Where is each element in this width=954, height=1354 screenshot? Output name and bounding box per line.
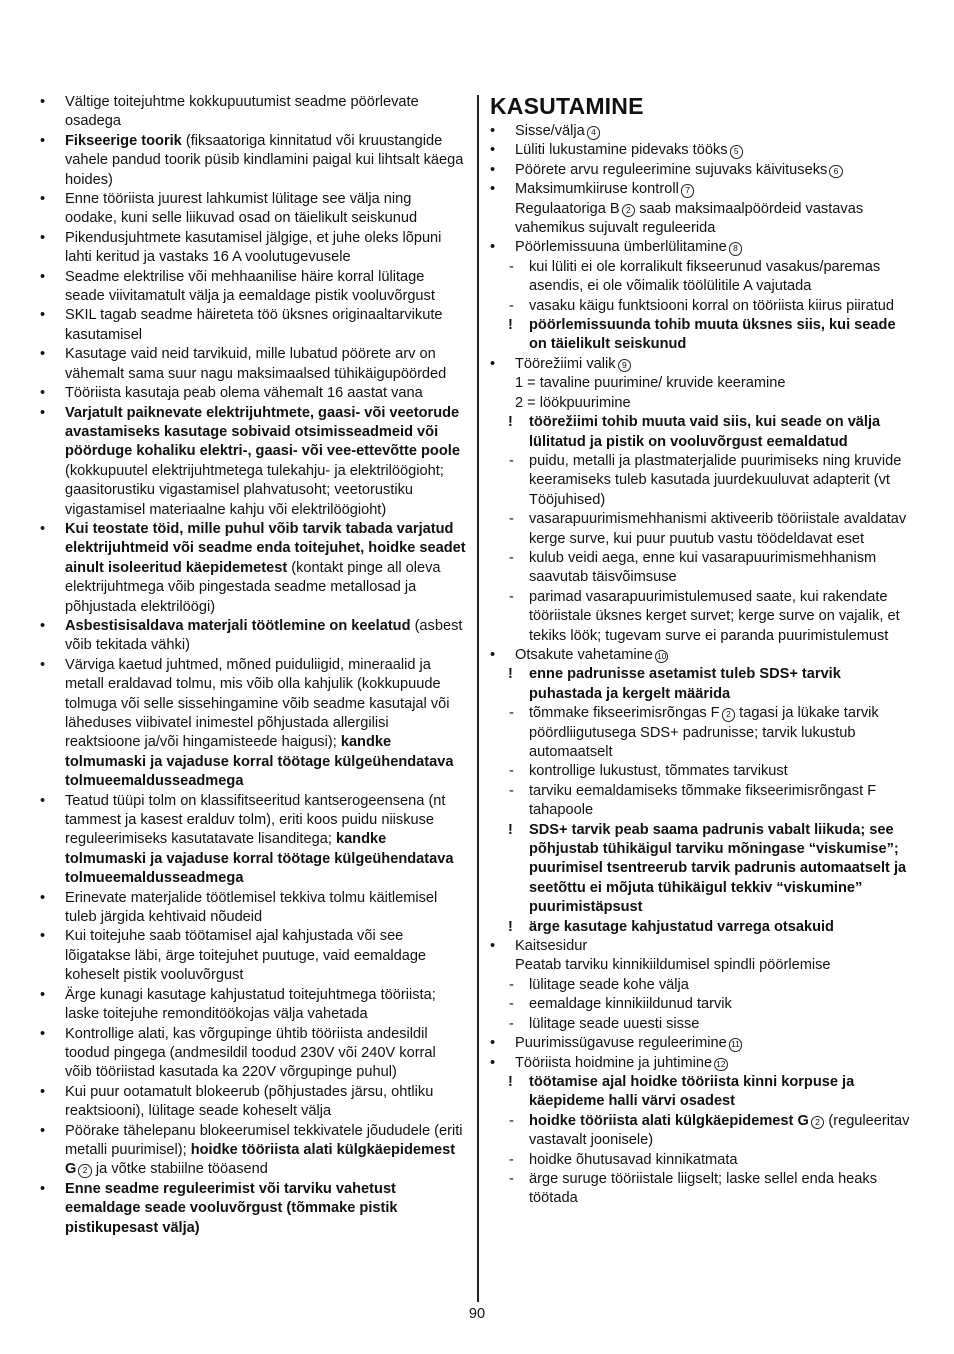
item-text: kandke tolmumaski ja vajaduse korral töötage külgeühendatava tolmueemaldusseadmega bbox=[65, 831, 454, 887]
bullet-item bbox=[38, 520, 466, 617]
bullet-mark: • bbox=[40, 1122, 46, 1139]
dash-mark: - bbox=[509, 258, 514, 275]
circled-number: 9 bbox=[618, 359, 632, 373]
warning-item bbox=[488, 413, 912, 452]
item-text: parimad vasarapuurimistulemused saate, kui rakendate tööriistale üksnes kerget survet; kerge surve on vajalik, et tekiks löök; tugevam surve ei paranda puurimistulemust bbox=[529, 588, 900, 644]
dash-item bbox=[488, 258, 912, 297]
bullet-item bbox=[38, 1083, 466, 1122]
section-heading: KASUTAMINE bbox=[490, 93, 644, 119]
text-item bbox=[488, 956, 912, 975]
item-text: (fiksaatoriga kinnitatud või kruustangide vahele pandud toorik püsib kindlamini paigal kui lihtsalt käega hoides) bbox=[65, 132, 464, 188]
warning-item bbox=[488, 665, 912, 704]
bullet-mark: • bbox=[40, 404, 46, 421]
item-text: vasaku käigu funktsiooni korral on tööriista kiirus piiratud bbox=[529, 297, 895, 314]
column-divider bbox=[477, 95, 479, 1302]
dash-item bbox=[488, 452, 912, 510]
bullet-item bbox=[488, 180, 912, 199]
page-number: 90 bbox=[468, 1306, 486, 1322]
bullet-item bbox=[488, 141, 912, 160]
bullet-item bbox=[488, 937, 912, 956]
bullet-mark: • bbox=[40, 132, 46, 149]
dash-item bbox=[488, 762, 912, 781]
item-text: tõmmake fikseerimisrõngas F bbox=[529, 705, 720, 722]
bullet-mark: • bbox=[40, 307, 46, 324]
warning-mark: ! bbox=[508, 821, 513, 838]
bullet-item bbox=[38, 306, 466, 345]
bullet-mark: • bbox=[40, 792, 46, 809]
bullet-mark: • bbox=[40, 1180, 46, 1197]
item-text: lülitage seade kohe välja bbox=[529, 976, 689, 993]
warning-item bbox=[488, 316, 912, 355]
warning-mark: ! bbox=[508, 414, 513, 431]
bullet-item bbox=[488, 1054, 912, 1073]
item-text: ärge kasutage kahjustatud varrega otsakuid bbox=[529, 918, 834, 935]
bullet-mark: • bbox=[40, 94, 46, 110]
warning-mark: ! bbox=[508, 918, 513, 935]
circled-number: 12 bbox=[714, 1058, 728, 1072]
item-text: Enne tööriista juurest lahkumist lülitage see välja ning oodake, kuni selle liikuvad osad on täielikult seiskunud bbox=[65, 191, 418, 227]
warning-item bbox=[488, 918, 912, 937]
bullet-item bbox=[38, 1180, 466, 1238]
dash-mark: - bbox=[509, 511, 514, 528]
item-text: kulub veidi aega, enne kui vasarapuurimismehhanism saavutab täisvõimsuse bbox=[529, 549, 877, 586]
bullet-item bbox=[488, 355, 912, 374]
bullet-item bbox=[38, 229, 466, 268]
text-item bbox=[488, 200, 912, 239]
item-text: Enne seadme reguleerimist või tarviku vahetust eemaldage seade vooluvõrgust (tõmmake pistik pistikupesast välja) bbox=[65, 1180, 398, 1236]
item-text: SKIL tagab seadme häireteta töö üksnes originaaltarvikute kasutamisel bbox=[65, 307, 443, 343]
circled-number: 2 bbox=[622, 204, 636, 218]
bullet-mark: • bbox=[490, 142, 496, 159]
bullet-mark: • bbox=[40, 346, 46, 363]
item-text: Regulaatoriga B bbox=[515, 200, 620, 217]
item-text: tarviku eemaldamiseks tõmmake fikseerimisrõngast F tahapoole bbox=[529, 782, 877, 819]
circled-number: 2 bbox=[811, 1116, 825, 1130]
bullet-mark: • bbox=[40, 385, 46, 402]
dash-item bbox=[488, 549, 912, 588]
item-text: kandke tolmumaski ja vajaduse korral töötage külgeühendatava tolmueemaldusseadmega bbox=[65, 734, 454, 790]
dash-mark: - bbox=[509, 763, 514, 780]
item-text: Kasutage vaid neid tarvikuid, mille lubatud pöörete arv on vähemalt sama suur nagu maksimaalsed tühikäigupöörded bbox=[65, 346, 447, 382]
circled-number: 11 bbox=[729, 1038, 743, 1052]
item-text: töörežiimi tohib muuta vaid siis, kui seade on välja lülitatud ja pistik on vooluvõrgust eemaldatud bbox=[529, 414, 881, 450]
bullet-mark: • bbox=[40, 889, 46, 906]
warning-item bbox=[488, 821, 912, 918]
circled-number: 5 bbox=[730, 145, 744, 159]
bullet-item bbox=[38, 132, 466, 190]
bullet-item bbox=[38, 1025, 466, 1083]
item-text: Fikseerige toorik bbox=[65, 132, 182, 149]
bullet-mark: • bbox=[40, 1025, 46, 1042]
circled-number: 8 bbox=[729, 242, 743, 256]
item-text: Vältige toitejuhtme kokkupuutumist seadme pöörlevate osadega bbox=[65, 94, 419, 130]
bullet-item bbox=[488, 161, 912, 180]
item-text: Pikendusjuhtmete kasutamisel jälgige, et juhe oleks lõpuni lahti keritud ja vastaks 16 A voolutugevusele bbox=[65, 229, 442, 266]
item-text: kontrollige lukustust, tõmmates tarvikust bbox=[529, 763, 788, 780]
item-text: Otsakute vahetamine bbox=[515, 646, 653, 663]
dash-mark: - bbox=[509, 588, 514, 605]
dash-mark: - bbox=[509, 549, 514, 566]
item-text: Kontrollige alati, kas võrgupinge ühtib tööriista andesildil toodud pingega (andmesildil toodud 230V või 240V korral võib tööriistad kasutada ka 220V võrgupinge puhul) bbox=[65, 1025, 436, 1081]
item-text: (asbest võib tekitada vähki) bbox=[65, 617, 463, 654]
item-text: Värviga kaetud juhtmed, mõned puiduliigid, mineraalid ja metall eraldavad tolmu, mis võib olla kahjulik (kokkupuude tolmuga või selle sissehingamine võib seadme kasutajal või läheduses viibivatel inimestel põhjustada allergilisi reaktsioone ja/või hingamisteede haigusi); bbox=[65, 656, 450, 751]
bullet-mark: • bbox=[490, 1054, 496, 1071]
bullet-item bbox=[38, 889, 466, 928]
bullet-mark: • bbox=[40, 928, 46, 945]
item-text: (kokkupuutel elektrijuhtmetega tulekahju- ja elektrilöögioht; gaasitorustiku vigastamisel plahvatusoht; veetorustiku vigastamisel materiaalne kahju või elektrilöögioht) bbox=[65, 462, 444, 518]
item-text: Peatab tarviku kinnikiildumisel spindli pöörlemise bbox=[515, 957, 831, 974]
bullet-item bbox=[38, 404, 466, 520]
dash-item bbox=[488, 1170, 912, 1209]
item-text: hoidke tööriista alati külgkäepidemest G bbox=[529, 1112, 809, 1129]
item-text: hoidke tööriista alati külgkäepidemest G bbox=[65, 1141, 456, 1178]
item-text: ärge suruge tööriistale liigselt; laske sellel enda heaks töötada bbox=[529, 1170, 878, 1207]
item-text: ja võtke stabiilne tööasend bbox=[91, 1161, 268, 1178]
circled-number: 7 bbox=[681, 184, 695, 198]
item-text: Varjatult paiknevate elektrijuhtmete, gaasi- või veetorude avastamiseks kasutage sobivaid otsimisseadmeid või pöörduge kohaliku elektri-, gaasi- või vee-ettevõtte poole bbox=[65, 404, 460, 460]
dash-item bbox=[488, 1151, 912, 1170]
bullet-item bbox=[38, 617, 466, 656]
bullet-item bbox=[38, 927, 466, 985]
left-column bbox=[38, 93, 466, 1238]
item-text: töötamise ajal hoidke tööriista kinni korpuse ja käepideme halli värvi osadest bbox=[529, 1073, 855, 1110]
item-text: Ärge kunagi kasutage kahjustatud toitejuhtmega tööriista; laske toitejuhe remonditöökojas välja vahetada bbox=[65, 986, 436, 1023]
dash-item bbox=[488, 588, 912, 646]
dash-mark: - bbox=[509, 1170, 514, 1187]
item-text: eemaldage kinnikiildunud tarvik bbox=[529, 996, 732, 1013]
circled-number: 6 bbox=[829, 165, 843, 179]
circled-number: 10 bbox=[655, 650, 669, 664]
bullet-mark: • bbox=[490, 646, 496, 663]
dash-item bbox=[488, 995, 912, 1014]
bullet-item bbox=[38, 986, 466, 1025]
circled-number: 4 bbox=[587, 126, 601, 140]
bullet-mark: • bbox=[40, 520, 46, 537]
bullet-mark: • bbox=[40, 986, 46, 1003]
item-text: Tööriista kasutaja peab olema vähemalt 16 aastat vana bbox=[65, 385, 423, 402]
item-text: Teatud tüüpi tolm on klassifitseeritud kantserogeensena (nt tammest ja kasest eralduv tolm), eriti koos puidu niiskuse reguleerimiseks kasutatavate lisanditega; bbox=[65, 792, 446, 848]
instruction-list bbox=[488, 122, 912, 1209]
item-text: (kontakt pinge all oleva elektrijuhtmega võib pingestada seadme metallosad ja põhjustada elektrilöögi) bbox=[65, 559, 441, 615]
dash-mark: - bbox=[509, 1112, 514, 1129]
bullet-mark: • bbox=[490, 355, 496, 372]
right-column bbox=[488, 93, 912, 1209]
item-text: 1 = tavaline puurimine/ kruvide keeramine bbox=[515, 375, 786, 392]
bullet-item bbox=[38, 93, 466, 132]
dash-mark: - bbox=[509, 782, 514, 799]
bullet-mark: • bbox=[490, 239, 496, 256]
bullet-mark: • bbox=[40, 229, 46, 246]
item-text: puidu, metalli ja plastmaterjalide puurimiseks ning kruvide keeramiseks tuleb kasutada juurdekuuluvat adapterit (vt Tööjuhised) bbox=[529, 452, 902, 508]
bullet-mark: • bbox=[40, 1083, 46, 1100]
item-text: 2 = löökpuurimine bbox=[515, 394, 631, 411]
text-item bbox=[488, 374, 912, 393]
item-text: lülitage seade uuesti sisse bbox=[529, 1015, 700, 1032]
item-text: Erinevate materjalide töötlemisel tekkiva tolmu käitlemisel tuleb järgida kehtivaid nõudeid bbox=[65, 889, 438, 926]
bullet-mark: • bbox=[490, 938, 496, 955]
item-text: Asbestisisaldava materjali töötlemine on keelatud bbox=[65, 617, 411, 634]
circled-number: 2 bbox=[78, 1164, 92, 1178]
bullet-item bbox=[38, 384, 466, 403]
dash-mark: - bbox=[509, 1151, 514, 1168]
item-text: kui lüliti ei ole korralikult fikseerunud vasakus/paremas asendis, ei ole võimalik töölülitile A vajutada bbox=[529, 258, 881, 295]
item-text: (reguleeritav vastavalt joonisele) bbox=[529, 1112, 910, 1149]
item-text: Kui teostate töid, mille puhul võib tarvik tabada varjatud elektrijuhtmeid või seadme enda toitejuhet, hoidke seadet ainult isoleeritud käepidemetest bbox=[65, 520, 466, 576]
item-text: Sisse/välja bbox=[515, 123, 585, 139]
dash-item bbox=[488, 297, 912, 316]
dash-mark: - bbox=[509, 297, 514, 314]
bullet-item bbox=[38, 1122, 466, 1180]
bullet-mark: • bbox=[490, 123, 496, 139]
item-text: vasarapuurimismehhanismi aktiveerib tööriistale avaldatav kerge surve, kui puur puutub vastu töödeldavat eset bbox=[529, 511, 907, 547]
bullet-item bbox=[488, 646, 912, 665]
dash-mark: - bbox=[509, 996, 514, 1013]
dash-mark: - bbox=[509, 452, 514, 469]
item-text: saab maksimaalpöördeid vastavas vahemikus sujuvalt reguleerida bbox=[515, 200, 864, 237]
item-text: Pöörlemissuuna ümberlülitamine bbox=[515, 239, 727, 256]
item-text: Kui puur ootamatult blokeerub (põhjustades järsu, ohtliku reaktsiooni), lülitage seade koheselt välja bbox=[65, 1083, 434, 1120]
bullet-mark: • bbox=[490, 181, 496, 198]
item-text: Tööriista hoidmine ja juhtimine bbox=[515, 1054, 713, 1071]
item-text: Pöörete arvu reguleerimine sujuvaks käivituseks bbox=[515, 161, 828, 178]
warning-mark: ! bbox=[508, 1073, 513, 1090]
dash-item bbox=[488, 782, 912, 821]
dash-item bbox=[488, 510, 912, 549]
dash-item bbox=[488, 1112, 912, 1151]
dash-mark: - bbox=[509, 1015, 514, 1032]
item-text: Seadme elektrilise või mehhaanilise häire korral lülitage seade viivitamatult välja ja eemaldage pistik vooluvõrgust bbox=[65, 268, 435, 305]
text-item bbox=[488, 394, 912, 413]
bullet-item bbox=[38, 656, 466, 792]
bullet-item bbox=[488, 122, 912, 141]
warning-mark: ! bbox=[508, 317, 513, 334]
circled-number: 2 bbox=[722, 708, 736, 722]
dash-item bbox=[488, 704, 912, 762]
item-text: SDS+ tarvik peab saama padrunis vabalt liikuda; see põhjustab tühikäigul tarviku mõningase “viskumise”; puurimisel tsentreerub tarvik padrunis automaatselt ja seetõttu ei mõjuta tühikäigul tekkiv “viskumine” puurimistäpsust bbox=[529, 821, 907, 916]
bullet-mark: • bbox=[40, 268, 46, 285]
item-text: pöörlemissuunda tohib muuta üksnes siis, kui seade on täielikult seiskunud bbox=[529, 317, 896, 353]
item-text: enne padrunisse asetamist tuleb SDS+ tarvik puhastada ja kergelt määrida bbox=[529, 666, 841, 702]
item-text: Pöörake tähelepanu blokeerumisel tekkivatele jõududele (eriti metalli puurimisel); bbox=[65, 1122, 463, 1158]
bullet-mark: • bbox=[490, 1035, 496, 1052]
item-text: Puurimissügavuse reguleerimine bbox=[515, 1035, 727, 1052]
bullet-item bbox=[38, 190, 466, 229]
bullet-item bbox=[488, 238, 912, 257]
item-text: Kui toitejuhe saab töötamisel ajal kahjustada või see lõigatakse läbi, ärge toitejuhet puutuge, vaid eemaldage koheselt pistik vooluvõrgust bbox=[65, 928, 427, 984]
warning-item bbox=[488, 1073, 912, 1112]
bullet-item bbox=[488, 1034, 912, 1053]
item-text: tagasi ja lükake tarvik pöördliigutusega SDS+ padrunisse; tarvik lukustub automaatselt bbox=[529, 705, 879, 760]
dash-mark: - bbox=[509, 705, 514, 722]
bullet-mark: • bbox=[490, 161, 496, 178]
item-text: Töörežiimi valik bbox=[515, 355, 616, 372]
bullet-mark: • bbox=[40, 191, 46, 208]
bullet-item bbox=[38, 792, 466, 889]
dash-mark: - bbox=[509, 976, 514, 993]
bullet-mark: • bbox=[40, 617, 46, 634]
bullet-mark: • bbox=[40, 656, 46, 673]
bullet-item bbox=[38, 268, 466, 307]
dash-item bbox=[488, 976, 912, 995]
item-text: Lüliti lukustamine pidevaks tööks bbox=[515, 142, 728, 159]
bullet-item bbox=[38, 345, 466, 384]
item-text: Maksimumkiiruse kontroll bbox=[515, 181, 679, 198]
item-text: hoidke õhutusavad kinnikatmata bbox=[529, 1151, 738, 1168]
warning-mark: ! bbox=[508, 666, 513, 683]
item-text: Kaitsesidur bbox=[515, 938, 588, 955]
dash-item bbox=[488, 1015, 912, 1034]
